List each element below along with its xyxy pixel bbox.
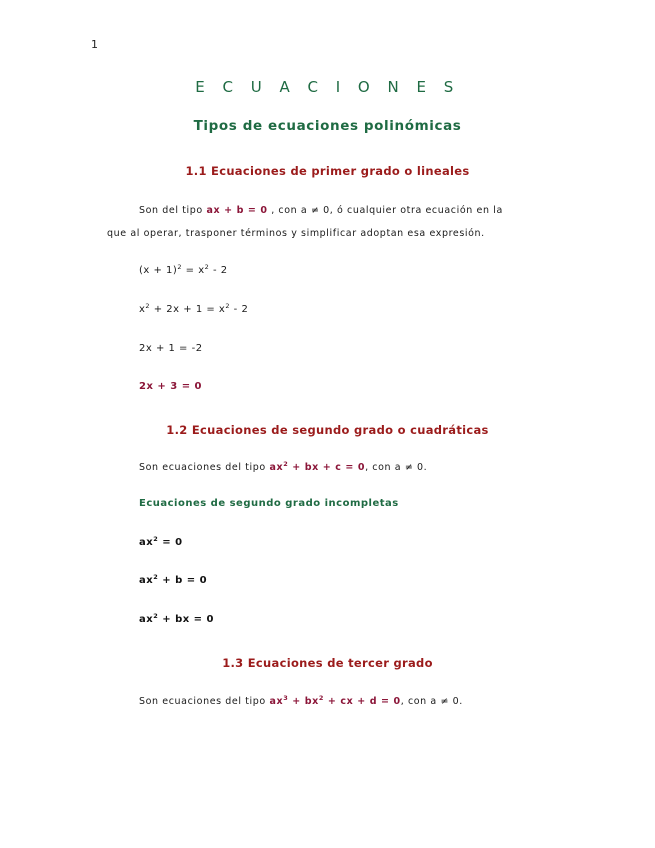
s3-formula-b: + bx bbox=[288, 696, 319, 707]
section1-intro-line1 bbox=[139, 205, 503, 216]
example-line-4: 2x + 3 = 0 bbox=[139, 381, 203, 392]
section2-formula bbox=[269, 462, 365, 473]
ex1-exponent: 2 bbox=[177, 263, 182, 271]
section1-intro-pre: Son del tipo bbox=[139, 205, 203, 216]
inc1-a: ax bbox=[139, 537, 154, 548]
incomplete-eq-2 bbox=[139, 575, 207, 586]
s3-formula-exp2: 2 bbox=[318, 694, 324, 702]
section3-formula bbox=[269, 696, 400, 707]
s3-formula-a: ax bbox=[269, 696, 284, 707]
incomplete-heading: Ecuaciones de segundo grado incompletas bbox=[139, 498, 399, 509]
ex2-part-b: + 2x + 1 = x bbox=[150, 304, 226, 315]
section3-heading: 1.3 Ecuaciones de tercer grado bbox=[222, 656, 433, 670]
s2-formula-exp: 2 bbox=[283, 460, 289, 468]
ex2-part-c: - 2 bbox=[229, 304, 249, 315]
inc2-b: + b = 0 bbox=[158, 575, 208, 586]
inc3-b: + bx = 0 bbox=[158, 614, 214, 625]
section1-formula: ax + b = 0 bbox=[206, 205, 268, 216]
incomplete-eq-3 bbox=[139, 614, 214, 625]
section1-intro-line2: que al operar, trasponer términos y simplificar adoptan esa expresión. bbox=[107, 228, 485, 239]
ex2-exponent-2: 2 bbox=[225, 302, 230, 310]
inc2-a: ax bbox=[139, 575, 154, 586]
s3-formula-exp: 3 bbox=[283, 694, 289, 702]
section3-intro bbox=[139, 696, 463, 707]
example-line-1 bbox=[139, 265, 228, 276]
incomplete-eq-1 bbox=[139, 537, 183, 548]
ex1-part-a: (x + 1) bbox=[139, 265, 178, 276]
example-line-2 bbox=[139, 304, 248, 315]
section2-intro-pre: Son ecuaciones del tipo bbox=[139, 462, 266, 473]
s2-formula-b: + bx + c = 0 bbox=[288, 462, 366, 473]
document-title: E C U A C I O N E S bbox=[195, 78, 460, 96]
inc2-exp: 2 bbox=[153, 573, 159, 581]
section3-intro-post: , con a ≠ 0. bbox=[400, 696, 463, 707]
section1-heading: 1.1 Ecuaciones de primer grado o lineales bbox=[185, 164, 470, 178]
page-number: 1 bbox=[91, 38, 98, 51]
section2-intro bbox=[139, 462, 427, 473]
ex1-exponent-2: 2 bbox=[204, 263, 210, 271]
document-subtitle: Tipos de ecuaciones polinómicas bbox=[193, 118, 462, 134]
ex2-part-a: x bbox=[139, 304, 146, 315]
inc3-exp: 2 bbox=[153, 612, 159, 620]
inc1-exp: 2 bbox=[153, 535, 159, 543]
inc1-b: = 0 bbox=[158, 537, 183, 548]
s2-formula-a: ax bbox=[269, 462, 284, 473]
section3-intro-pre: Son ecuaciones del tipo bbox=[139, 696, 266, 707]
section1-intro-post: , con a ≠ 0, ó cualquier otra ecuación en la bbox=[271, 205, 503, 216]
s3-formula-c: + cx + d = 0 bbox=[324, 696, 401, 707]
ex2-exponent: 2 bbox=[145, 302, 151, 310]
section2-intro-post: , con a ≠ 0. bbox=[365, 462, 428, 473]
ex1-part-b: = x bbox=[181, 265, 205, 276]
ex1-part-c: - 2 bbox=[209, 265, 228, 276]
section2-heading: 1.2 Ecuaciones de segundo grado o cuadráticas bbox=[166, 423, 489, 437]
example-line-3: 2x + 1 = -2 bbox=[139, 343, 203, 354]
inc3-a: ax bbox=[139, 614, 154, 625]
